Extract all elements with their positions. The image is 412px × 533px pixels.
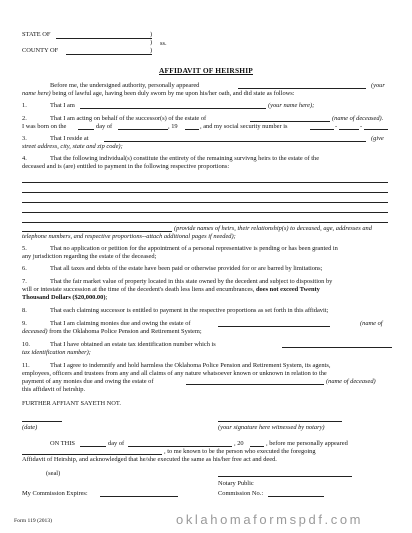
intro-hint-2: name here)	[22, 90, 51, 97]
bracket-2: )	[150, 39, 153, 46]
intro-text-2: being of lawful age, having been duly sworn by me upon his/her oath, and did state as follows:	[52, 90, 295, 97]
intro-hint: (your	[371, 82, 385, 89]
notary-name-field[interactable]	[22, 454, 162, 455]
item-3-number: 3.	[22, 135, 27, 142]
year-prefix: , 19	[168, 123, 178, 130]
item-11-text: That I agree to indemnify and hold harmless the Oklahoma Police Pension and Retirement System, its agents,	[50, 362, 331, 369]
notary-signature-field[interactable]	[218, 476, 352, 477]
item-1-hint: (your name here);	[268, 102, 315, 109]
ssn-label: , and my social security number is	[200, 123, 288, 130]
notary-year-prefix: , 20	[234, 440, 244, 447]
commission-expires-label: My Commission Expires:	[22, 490, 88, 497]
notary-before: , before me personally appeared	[266, 440, 348, 447]
ss-label: ss.	[160, 40, 167, 47]
heirs-line-6[interactable]	[22, 231, 172, 232]
item-7-bold-2: Thousand Dollars ($20,000.00)	[22, 294, 106, 301]
item-7-bold: does not exceed Twenty	[256, 286, 320, 293]
item-1-field[interactable]	[80, 108, 266, 109]
on-this-label: ON THIS	[50, 440, 75, 447]
state-field[interactable]	[56, 38, 152, 39]
item-7-text-2: will or intestate succession at the time of the decedent's death less liens and encumbrances,	[22, 286, 255, 293]
commission-no-label: Commission No.:	[218, 490, 264, 497]
item-11-text-3: payment of any monies due and owing the estate of	[22, 378, 154, 385]
name-field[interactable]	[238, 88, 366, 89]
day-of-label: day of	[96, 123, 113, 130]
watermark: oklahomaformspdf.com	[176, 512, 364, 527]
tax-id-field[interactable]	[282, 347, 392, 348]
heirs-line-1[interactable]	[22, 182, 388, 183]
heirs-line-2[interactable]	[22, 192, 388, 193]
notary-month-field[interactable]	[128, 446, 232, 447]
address-field[interactable]	[104, 141, 366, 142]
heirs-line-3[interactable]	[22, 202, 388, 203]
date-label: (date)	[22, 424, 38, 431]
item-9-hint: (name of	[360, 320, 383, 327]
commission-no-field[interactable]	[268, 496, 324, 497]
item-9-field[interactable]	[218, 326, 330, 327]
further-affiant: FURTHER AFFIANT SAYETH NOT.	[22, 400, 121, 407]
item-4-text-2: deceased and is (are) entitled to payment in the following respective proportions:	[22, 163, 230, 170]
date-field[interactable]	[22, 421, 62, 422]
item-5-number: 5.	[22, 245, 27, 252]
ssn-dash-2: -	[360, 123, 363, 130]
item-11-number: 11.	[22, 362, 30, 369]
item-9-text: That I am claiming monies due and owing the estate of	[50, 320, 191, 327]
signature-label: (your signature here witnessed by notary)	[218, 424, 325, 431]
ssn-dash-1: -	[335, 123, 338, 130]
birth-year-field[interactable]	[185, 129, 199, 130]
birth-day-field[interactable]	[78, 129, 94, 130]
notary-year-field[interactable]	[250, 446, 264, 447]
seal-label: (seal)	[46, 470, 61, 477]
item-5-text: That no application or petition for the appointment of a personal representative is pending or has been granted in	[50, 245, 338, 252]
heirs-line-5[interactable]	[22, 222, 388, 223]
born-label: I was born on the	[22, 123, 67, 130]
heirs-line-4[interactable]	[22, 212, 388, 213]
notary-text-3: Affidavit of Heirship, and acknowledged that he/she executed the same as his/her free act and deed.	[22, 456, 277, 463]
notary-known: , to me known to be the person who executed the foregoing	[164, 448, 316, 455]
ssn-field-1[interactable]	[310, 129, 334, 130]
item-10-hint-2: tax identification number);	[22, 349, 91, 356]
birth-month-field[interactable]	[118, 129, 168, 130]
ssn-field-3[interactable]	[364, 129, 388, 130]
notary-day-of: day of	[108, 440, 125, 447]
ssn-field-2[interactable]	[339, 129, 359, 130]
item-4-hint-2: telephone numbers, and respective proportions--attach additional pages if needed);	[22, 233, 236, 240]
bracket-1: )	[150, 31, 153, 38]
notary-day-field[interactable]	[80, 446, 106, 447]
document-title: AFFIDAVIT OF HEIRSHIP	[159, 66, 253, 75]
item-3-text: That I reside at	[50, 135, 89, 142]
item-10-number: 10.	[22, 341, 30, 348]
item-10-text: That I have obtained an estate tax identification number which is	[50, 341, 216, 348]
item-1-text: That I am	[50, 102, 75, 109]
signature-field[interactable]	[218, 421, 342, 422]
intro-text: Before me, the undersigned authority, personally appeared	[50, 82, 200, 89]
item-11-text-4: this affidavit of heirship.	[22, 386, 86, 393]
form-number: Form 119 (2013)	[14, 518, 53, 524]
item-11-text-2: employees, officers and trustees from any and all claims of any nature whatsoever known or unknown in relation to the	[22, 370, 327, 377]
notary-public-label: Notary Public	[218, 480, 254, 487]
deceased-field[interactable]	[250, 121, 330, 122]
item-2-hint: (name of deceased).	[332, 115, 384, 122]
item-5-text-2: any jurisdiction regarding the estate of the deceased;	[22, 253, 157, 260]
item-2-number: 2.	[22, 115, 27, 122]
item-8-text: That each claiming successor is entitled to payment in the respective proportions as set forth in this affidavit;	[50, 307, 329, 314]
item-9-number: 9.	[22, 320, 27, 327]
item-2-text: That I am acting on behalf of the successor(s) of the estate of	[50, 115, 207, 122]
item-6-text: That all taxes and debts of the estate have been paid or otherwise provided for or are barred by limitations;	[50, 265, 323, 272]
item-9-hint-2: deceased)	[22, 328, 48, 335]
item-11-field[interactable]	[186, 384, 324, 385]
item-4-hint: (provide names of heirs, their relationship(s) to deceased, age, addresses and	[174, 225, 372, 232]
item-7-end: ;	[105, 294, 108, 301]
item-9-text-2: from the Oklahoma Police Pension and Retirement System;	[49, 328, 202, 335]
item-6-number: 6.	[22, 265, 27, 272]
item-1-number: 1.	[22, 102, 27, 109]
item-4-number: 4.	[22, 155, 27, 162]
item-4-text: That the following individual(s) constitute the entirety of the remaining survivng heirs to the estate of the	[50, 155, 320, 162]
county-field[interactable]	[66, 54, 152, 55]
item-8-number: 8.	[22, 307, 27, 314]
item-7-number: 7.	[22, 278, 27, 285]
bracket-3: )	[150, 47, 153, 54]
item-11-hint: (name of deceased)	[326, 378, 376, 385]
item-7-text: That the fair market value of property located in this state owned by the decedent and subject to disposition by	[50, 278, 333, 285]
item-3-hint: (give	[371, 135, 384, 142]
item-3-hint-2: street address, city, state and zip code);	[22, 143, 123, 150]
county-label: COUNTY OF	[22, 47, 59, 54]
commission-expires-field[interactable]	[100, 496, 178, 497]
state-label: STATE OF	[22, 31, 51, 38]
